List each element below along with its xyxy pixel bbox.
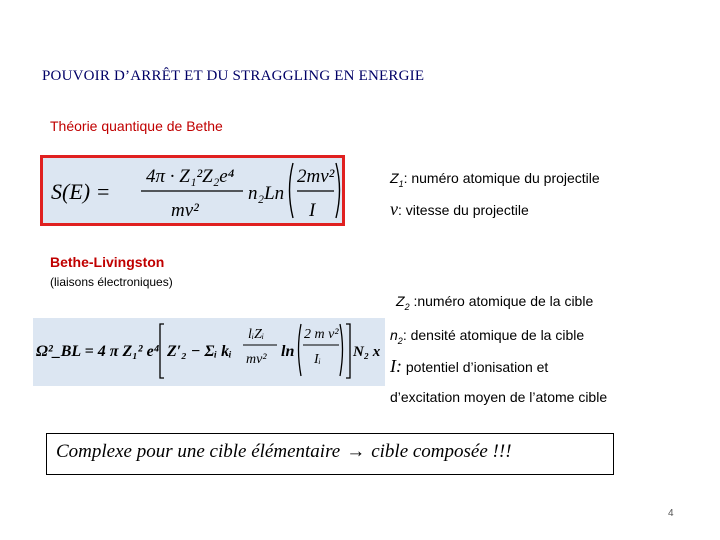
bl-term: Z′₂ − Σᵢ kᵢ: [167, 343, 232, 360]
def-z2: [396, 293, 593, 312]
z1-symbol: Z: [390, 170, 399, 186]
note: [56, 441, 512, 463]
bethe-equation: [43, 158, 342, 223]
def-i: [390, 356, 548, 377]
bethe-heading: Théorie quantique de Bethe: [50, 118, 223, 134]
n2-sub: 2: [397, 335, 403, 346]
v-text: : vitesse du projectile: [398, 202, 529, 218]
bl-equation: [33, 318, 385, 386]
z2-symbol: Z: [396, 293, 405, 309]
def-z1: [390, 170, 600, 189]
def-i-cont: [390, 389, 607, 405]
bethe-factor: n₂Ln: [248, 183, 285, 204]
bethe-log-denominator: I: [309, 200, 316, 221]
z1-sub: 1: [398, 178, 404, 189]
def-v: [390, 199, 529, 220]
bl-tail: N₂ x: [353, 344, 381, 360]
note-right: cible composée !!!: [371, 441, 512, 462]
i-text: potentiel d’ionisation et: [402, 359, 549, 375]
i-text2: d’excitation moyen de l’atome cible: [390, 389, 608, 405]
n2-symbol: n: [390, 327, 398, 343]
bethe-lhs: S(E) =: [51, 179, 111, 204]
bethe-numerator: 4π · Z₁²Z₂e⁴: [146, 166, 235, 187]
page-number: 4: [668, 508, 674, 519]
v-symbol: v: [390, 199, 398, 219]
bl-log-den: Iᵢ: [314, 352, 321, 367]
i-symbol: I:: [390, 356, 402, 376]
bethe-log-numerator: 2mv²: [297, 166, 335, 187]
note-left: Complexe pour une cible élémentaire: [56, 441, 341, 462]
bethe-equation-box: [40, 155, 345, 226]
bl-frac-den: mv²: [246, 352, 267, 367]
z2-sub: 2: [404, 301, 410, 312]
bl-equation-box: [33, 318, 385, 386]
bl-subheading: (liaisons électroniques): [50, 275, 173, 289]
def-n2: [390, 327, 584, 346]
bl-log-label: ln: [281, 343, 295, 360]
slide-title: POUVOIR D’ARRÊT ET DU STRAGGLING EN ENERGIE: [42, 68, 425, 84]
n2-text: : densité atomique de la cible: [402, 327, 585, 343]
bethe-denominator: mv²: [171, 200, 199, 221]
bl-frac-num: lᵢZᵢ: [248, 327, 265, 342]
arrow-right-icon: →: [346, 441, 366, 462]
z2-text: :numéro atomique de la cible: [409, 293, 594, 309]
bl-lhs: Ω²_BL = 4 π Z₁² e⁴: [36, 343, 160, 360]
bl-log-num: 2 m v²: [304, 327, 339, 342]
bl-heading: Bethe-Livingston: [50, 254, 165, 270]
z1-text: : numéro atomique du projectile: [403, 170, 600, 186]
